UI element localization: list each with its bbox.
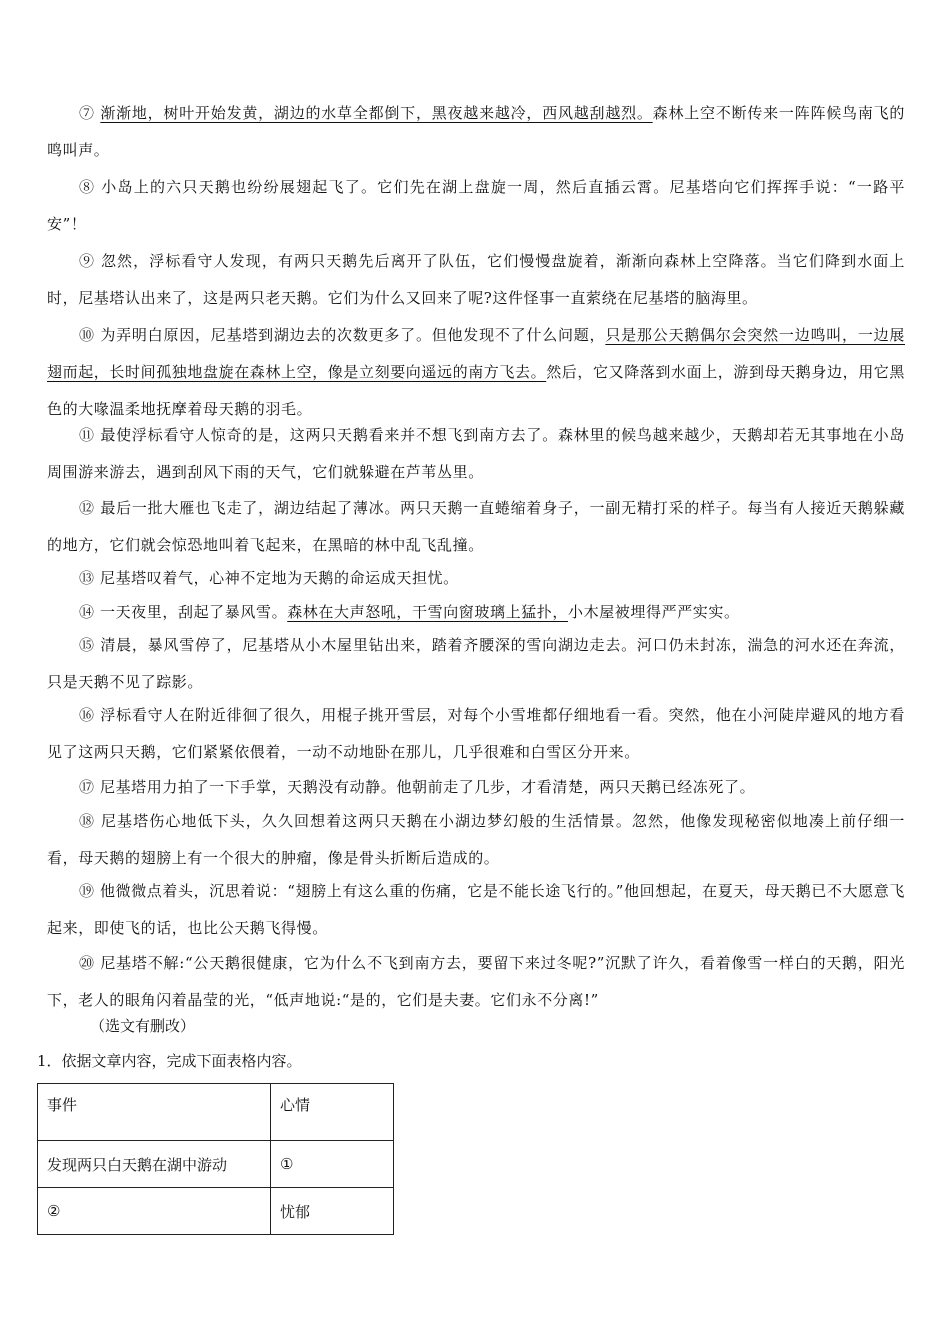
edit-note: （选文有删改） xyxy=(90,1017,196,1035)
paragraph-number: ⑧ xyxy=(79,178,96,196)
paragraph-number: ⑩ xyxy=(79,326,95,344)
paragraph-number: ⑯ xyxy=(79,706,95,724)
table-cell: ② xyxy=(38,1188,271,1235)
table-cell: ① xyxy=(271,1141,394,1188)
table-row xyxy=(38,1141,394,1188)
paragraph xyxy=(47,560,905,597)
paragraph xyxy=(47,627,905,701)
paragraph xyxy=(47,945,905,1019)
text-segment: 最后一批大雁也飞走了，湖边结起了薄冰。两只天鹅一直蜷缩着身子，一副无精打采的样子。每当有人接近天鹅躲藏的地方，它们就会惊恐地叫着飞起来，在黑暗的林中乱飞乱撞。 xyxy=(47,499,905,554)
paragraph-number: ⑱ xyxy=(79,812,96,830)
answer-table xyxy=(37,1083,394,1235)
text-segment: 一天夜里，刮起了暴风雪。 xyxy=(99,603,288,621)
text-segment: 尼基塔用力拍了一下手掌，天鹅没有动静。他朝前走了几步，才看清楚，两只天鹅已经冻死了。 xyxy=(99,778,756,796)
table-header-row xyxy=(38,1084,394,1141)
text-segment: 然后，它又降落到水面上，游到母天鹅身边，用它黑色的大喙温柔地抚摩着母天鹅的羽毛。 xyxy=(47,363,906,418)
paragraph xyxy=(47,769,905,806)
table-header-cell: 心情 xyxy=(271,1084,394,1141)
text-segment: 浮标看守人在附近徘徊了很久，用棍子挑开雪层，对每个小雪堆都仔细地看一看。突然，他在小河陡岸避风的地方看见了这两只天鹅，它们紧紧依偎着，一动不动地卧在那儿，几乎很难和白雪区分开来。 xyxy=(47,706,905,761)
text-segment: 小岛上的六只天鹅也纷纷展翅起飞了。它们先在湖上盘旋一周，然后直插云霄。尼基塔向它们挥挥手说：“一路平安”！ xyxy=(47,178,905,233)
paragraph xyxy=(47,803,905,877)
underlined-sentence: 渐渐地，树叶开始发黄，湖边的水草全都倒下，黑夜越来越冷，西风越刮越烈。 xyxy=(100,104,653,122)
paragraph xyxy=(47,317,905,428)
table-header-cell: 事件 xyxy=(38,1084,271,1141)
paragraph-number: ⑲ xyxy=(79,882,95,900)
paragraph xyxy=(47,594,905,631)
text-segment: 为弄明白原因，尼基塔到湖边去的次数更多了。但他发现不了什么问题， xyxy=(100,326,606,344)
paragraph-number: ⑫ xyxy=(79,499,95,517)
paragraph xyxy=(47,95,905,169)
text-segment: 尼基塔伤心地低下头，久久回想着这两只天鹅在小湖边梦幻般的生活情景。忽然，他像发现秘密似地凑上前仔细一看，母天鹅的翅膀上有一个很大的肿瘤，像是骨头折断后造成的。 xyxy=(47,812,905,867)
paragraph xyxy=(47,873,905,947)
paragraph-number: ⑬ xyxy=(79,569,95,587)
paragraph xyxy=(47,697,905,771)
underlined-sentence: 森林在大声怒吼，干雪向窗玻璃上猛扑， xyxy=(287,603,568,621)
paragraph xyxy=(47,169,905,243)
paragraph-number: ⑰ xyxy=(79,778,95,796)
text-segment: 尼基塔不解:“公天鹅很健康，它为什么不飞到南方去，要留下来过冬呢?”沉默了许久，看着像雪一样白的天鹅，阳光下，老人的眼角闪着晶莹的光，“低声地说:“是的，它们是夫妻。它们永不分离!” xyxy=(47,954,905,1009)
underlined-sentence: 只是那公天鹅偶尔会突然一边鸣叫，一边展翅而起，长时间孤独地盘旋在森林上空，像是立刻要向遥远的南方飞去。 xyxy=(47,326,906,381)
table-cell: 忧郁 xyxy=(271,1188,394,1235)
text-segment: 忽然，浮标看守人发现，有两只天鹅先后离开了队伍，它们慢慢盘旋着，渐渐向森林上空降落。当它们降到水面上时，尼基塔认出来了，这是两只老天鹅。它们为什么又回来了呢?这件怪事一直萦绕在尼基塔的脑海里。 xyxy=(47,252,905,307)
text-segment: 森林上空不断传来一阵阵候鸟南飞的鸣叫声。 xyxy=(47,104,905,159)
paragraph-number: ⑨ xyxy=(79,252,96,270)
paragraph-number: ⑮ xyxy=(79,636,95,654)
question-1: 1．依据文章内容，完成下面表格内容。 xyxy=(37,1052,302,1070)
paragraph xyxy=(47,417,905,491)
text-segment: 尼基塔叹着气，心神不定地为天鹅的命运成天担忧。 xyxy=(99,569,459,587)
text-segment: 最使浮标看守人惊奇的是，这两只天鹅看来并不想飞到南方去了。森林里的候鸟越来越少，天鹅却若无其事地在小岛周围游来游去，遇到刮风下雨的天气，它们就躲避在芦苇丛里。 xyxy=(47,426,905,481)
paragraph-number: ⑳ xyxy=(79,954,95,972)
paragraph xyxy=(47,243,905,317)
text-segment: 小木屋被埋得严严实实。 xyxy=(568,603,740,621)
paragraph-number: ⑦ xyxy=(79,104,95,122)
text-segment: 清晨，暴风雪停了，尼基塔从小木屋里钻出来，踏着齐腰深的雪向湖边走去。河口仍未封冻，湍急的河水还在奔流，只是天鹅不见了踪影。 xyxy=(47,636,905,691)
table-cell: 发现两只白天鹅在湖中游动 xyxy=(38,1141,271,1188)
table-row xyxy=(38,1188,394,1235)
paragraph xyxy=(47,490,905,564)
text-segment: 他微微点着头，沉思着说：“翅膀上有这么重的伤痛，它是不能长途飞行的。”他回想起，在夏天，母天鹅已不大愿意飞起来，即使飞的话，也比公天鹅飞得慢。 xyxy=(47,882,905,937)
paragraph-number: ⑪ xyxy=(79,426,95,444)
paragraph-number: ⑭ xyxy=(79,603,95,621)
